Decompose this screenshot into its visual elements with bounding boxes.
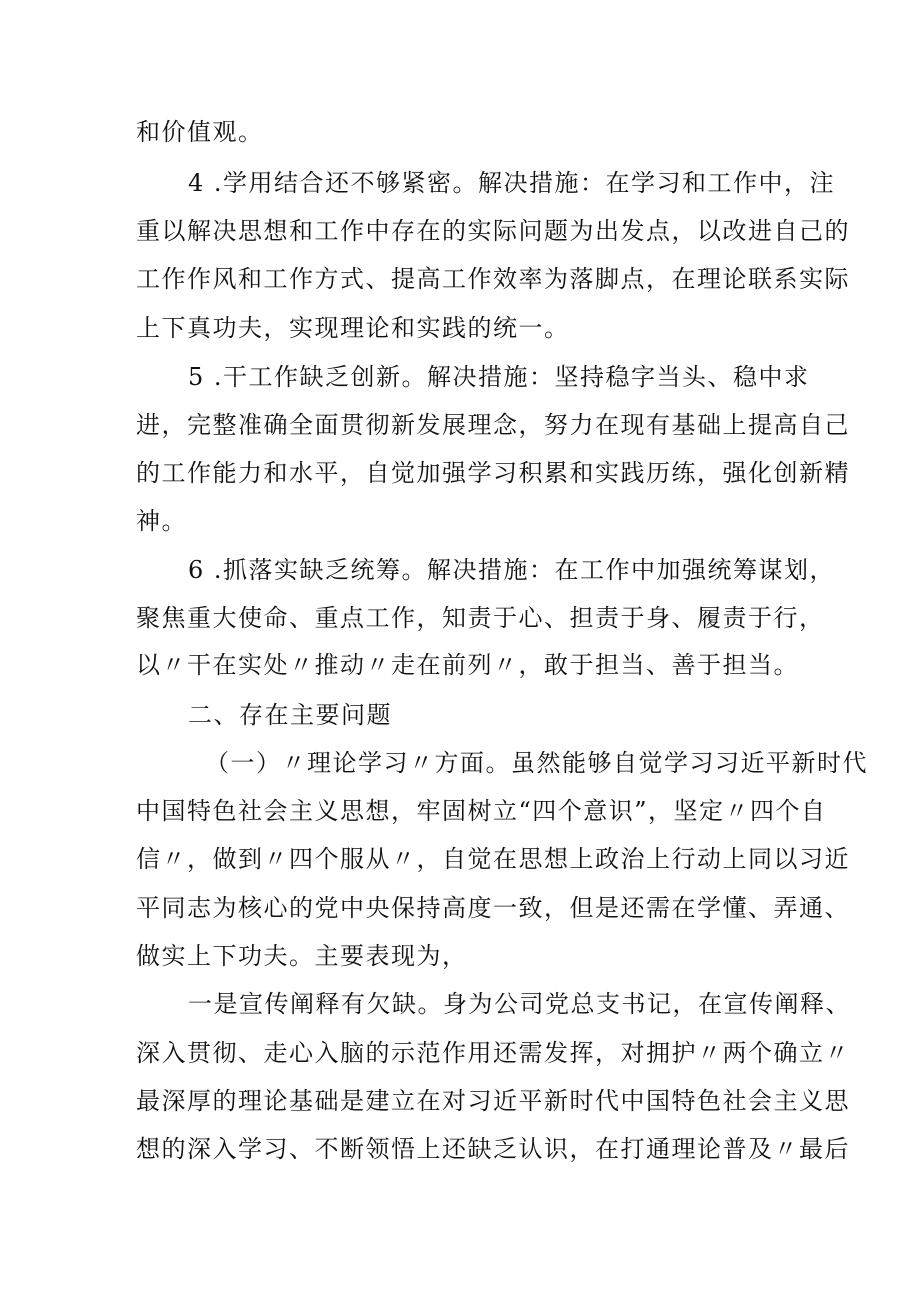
paragraph-line: 工作作风和工作方式、提高工作效率为落脚点，在理论联系实际	[136, 265, 850, 293]
paragraph-line: 平同志为核心的党中央保持高度一致，但是还需在学懂、弄通、	[136, 894, 850, 922]
paragraph-line: 和价值观。	[136, 118, 264, 146]
item-4-heading-line: 4 .学用结合还不够紧密。解决措施：在学习和工作中，注	[188, 169, 836, 197]
paragraph-line: 做实上下功夫。主要表现为，	[136, 942, 468, 970]
paragraph-line: 神。	[136, 507, 187, 535]
paragraph-line: 想的深入学习、不断领悟上还缺乏认识，在打通理论普及〃最后	[136, 1135, 850, 1163]
paragraph-line: 聚焦重大使命、重点工作，知责于心、担责于身、履责于行，	[136, 604, 825, 632]
paragraph-line: 信〃，做到〃四个服从〃，自觉在思想上政治上行动上同以习近	[136, 845, 850, 873]
paragraph-line: 深入贯彻、走心入脑的示范作用还需发挥，对拥护〃两个确立〃	[136, 1039, 850, 1067]
item-5-heading-line: 5 .干工作缺乏创新。解决措施：坚持稳字当头、稳中求	[188, 363, 810, 391]
item-6-heading-line: 6 .抓落实缺乏统筹。解决措施：在工作中加强统筹谋划，	[188, 556, 836, 584]
paragraph-line: 重以解决思想和工作中存在的实际问题为出发点，以改进自己的	[136, 217, 850, 245]
subsection-heading-line: （一）〃理论学习〃方面。虽然能够自觉学习习近平新时代	[205, 749, 868, 777]
paragraph-line: 以〃干在实处〃推动〃走在前列〃，敢于担当、善于担当。	[136, 651, 799, 679]
paragraph-first-line: 一是宣传阐释有欠缺。身为公司党总支书记，在宣传阐释、	[188, 990, 851, 1018]
paragraph-line: 进，完整准确全面贯彻新发展理念，努力在现有基础上提高自己	[136, 411, 850, 439]
section-heading: 二、存在主要问题	[188, 701, 392, 729]
paragraph-line: 上下真功夫，实现理论和实践的统一。	[136, 314, 570, 342]
paragraph-line: 中国特色社会主义思想，牢固树立“四个意识”，坚定〃四个自	[136, 797, 827, 825]
paragraph-line: 最深厚的理论基础是建立在对习近平新时代中国特色社会主义思	[136, 1087, 850, 1115]
paragraph-line: 的工作能力和水平，自觉加强学习积累和实践历练，强化创新精	[136, 459, 850, 487]
